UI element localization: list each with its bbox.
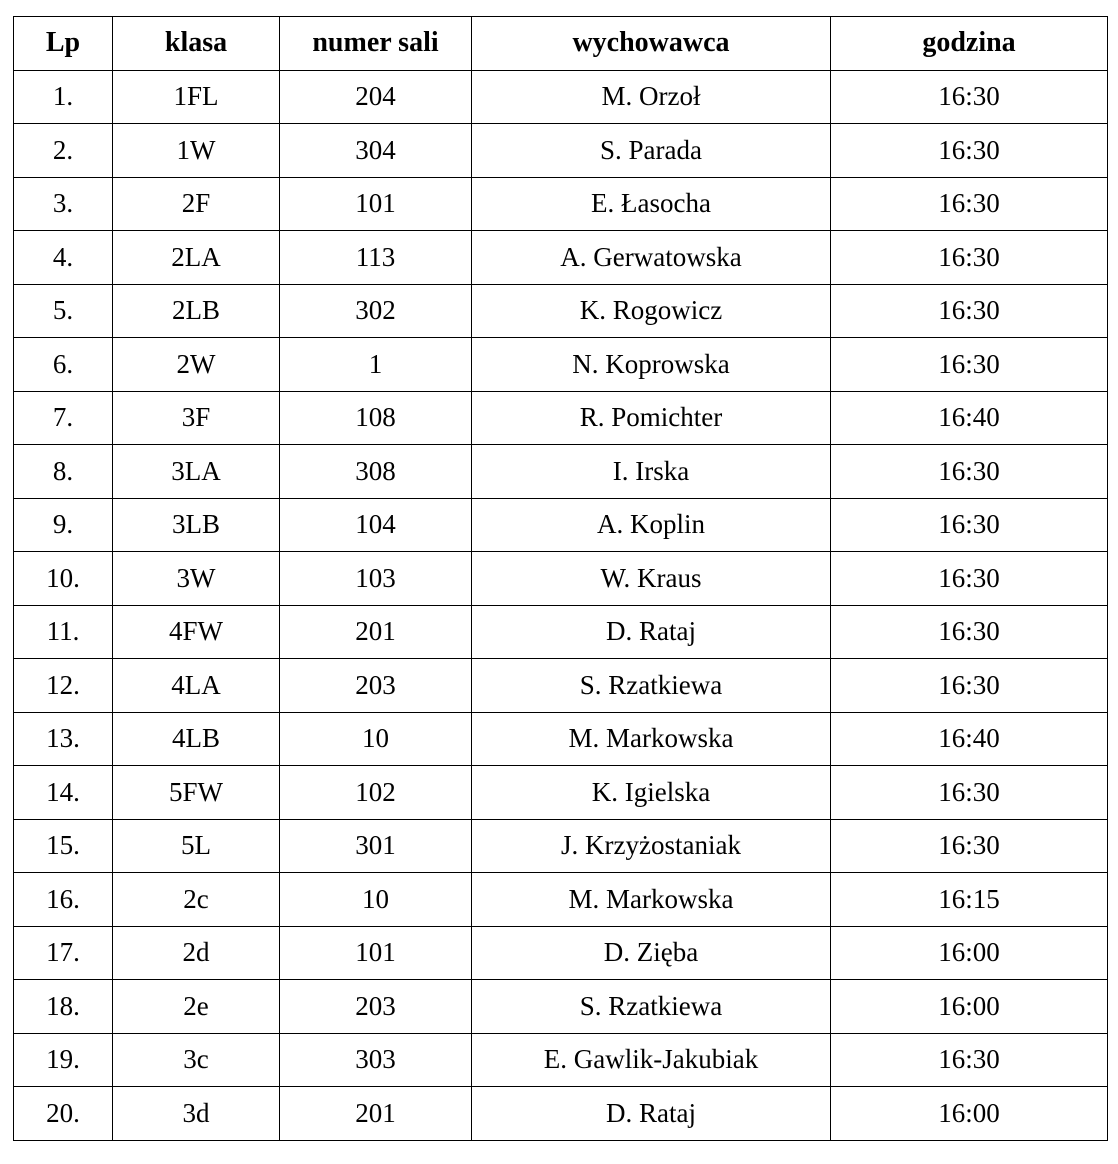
table-header: [14, 17, 1108, 71]
cell-wychowawca: E. Gawlik-Jakubiak: [472, 1033, 831, 1087]
cell-godzina: 16:30: [831, 231, 1108, 285]
cell-godzina: 16:30: [831, 1033, 1108, 1087]
cell-numer-sali: 108: [280, 391, 472, 445]
cell-lp: 1.: [14, 70, 113, 124]
cell-numer-sali: 101: [280, 926, 472, 980]
cell-klasa: 3c: [113, 1033, 280, 1087]
cell-numer-sali: 103: [280, 552, 472, 606]
cell-klasa: 4LA: [113, 659, 280, 713]
cell-lp: 15.: [14, 819, 113, 873]
table-row: [14, 1033, 1108, 1087]
cell-wychowawca: R. Pomichter: [472, 391, 831, 445]
table-row: [14, 605, 1108, 659]
cell-numer-sali: 301: [280, 819, 472, 873]
table-row: [14, 498, 1108, 552]
table-row: [14, 70, 1108, 124]
cell-wychowawca: J. Krzyżostaniak: [472, 819, 831, 873]
cell-klasa: 3LA: [113, 445, 280, 499]
cell-godzina: 16:30: [831, 659, 1108, 713]
cell-numer-sali: 102: [280, 766, 472, 820]
cell-numer-sali: 304: [280, 124, 472, 178]
cell-numer-sali: 201: [280, 605, 472, 659]
cell-lp: 3.: [14, 177, 113, 231]
cell-lp: 6.: [14, 338, 113, 392]
cell-godzina: 16:30: [831, 445, 1108, 499]
cell-numer-sali: 303: [280, 1033, 472, 1087]
cell-godzina: 16:40: [831, 391, 1108, 445]
cell-klasa: 4LB: [113, 712, 280, 766]
header-lp: Lp: [14, 17, 113, 71]
table-row: [14, 552, 1108, 606]
cell-lp: 14.: [14, 766, 113, 820]
table-row: [14, 284, 1108, 338]
cell-lp: 5.: [14, 284, 113, 338]
cell-godzina: 16:30: [831, 177, 1108, 231]
cell-lp: 18.: [14, 980, 113, 1034]
cell-numer-sali: 203: [280, 980, 472, 1034]
schedule-table: [13, 16, 1108, 1141]
cell-godzina: 16:00: [831, 926, 1108, 980]
cell-lp: 12.: [14, 659, 113, 713]
cell-klasa: 1FL: [113, 70, 280, 124]
cell-numer-sali: 113: [280, 231, 472, 285]
table-row: [14, 1087, 1108, 1141]
cell-klasa: 3W: [113, 552, 280, 606]
cell-wychowawca: A. Gerwatowska: [472, 231, 831, 285]
cell-wychowawca: S. Parada: [472, 124, 831, 178]
cell-lp: 10.: [14, 552, 113, 606]
cell-lp: 17.: [14, 926, 113, 980]
header-klasa: klasa: [113, 17, 280, 71]
cell-lp: 9.: [14, 498, 113, 552]
cell-numer-sali: 10: [280, 712, 472, 766]
cell-godzina: 16:30: [831, 70, 1108, 124]
cell-klasa: 3d: [113, 1087, 280, 1141]
cell-klasa: 5FW: [113, 766, 280, 820]
table-row: [14, 338, 1108, 392]
cell-lp: 7.: [14, 391, 113, 445]
cell-wychowawca: K. Igielska: [472, 766, 831, 820]
cell-godzina: 16:30: [831, 338, 1108, 392]
header-numer-sali: numer sali: [280, 17, 472, 71]
cell-lp: 13.: [14, 712, 113, 766]
cell-wychowawca: E. Łasocha: [472, 177, 831, 231]
cell-numer-sali: 1: [280, 338, 472, 392]
table-row: [14, 659, 1108, 713]
cell-numer-sali: 203: [280, 659, 472, 713]
cell-klasa: 3F: [113, 391, 280, 445]
cell-godzina: 16:30: [831, 552, 1108, 606]
cell-klasa: 2W: [113, 338, 280, 392]
header-godzina: godzina: [831, 17, 1108, 71]
cell-klasa: 2e: [113, 980, 280, 1034]
table-row: [14, 819, 1108, 873]
cell-wychowawca: M. Markowska: [472, 712, 831, 766]
cell-klasa: 3LB: [113, 498, 280, 552]
cell-wychowawca: S. Rzatkiewa: [472, 980, 831, 1034]
cell-numer-sali: 104: [280, 498, 472, 552]
cell-numer-sali: 204: [280, 70, 472, 124]
cell-godzina: 16:30: [831, 124, 1108, 178]
table-row: [14, 445, 1108, 499]
cell-wychowawca: D. Rataj: [472, 605, 831, 659]
cell-klasa: 5L: [113, 819, 280, 873]
cell-wychowawca: A. Koplin: [472, 498, 831, 552]
cell-godzina: 16:30: [831, 605, 1108, 659]
cell-numer-sali: 201: [280, 1087, 472, 1141]
table-row: [14, 391, 1108, 445]
cell-wychowawca: D. Rataj: [472, 1087, 831, 1141]
cell-wychowawca: K. Rogowicz: [472, 284, 831, 338]
cell-klasa: 1W: [113, 124, 280, 178]
cell-lp: 2.: [14, 124, 113, 178]
cell-klasa: 2LB: [113, 284, 280, 338]
cell-wychowawca: W. Kraus: [472, 552, 831, 606]
cell-numer-sali: 308: [280, 445, 472, 499]
cell-klasa: 2d: [113, 926, 280, 980]
cell-godzina: 16:15: [831, 873, 1108, 927]
header-wychowawca: wychowawca: [472, 17, 831, 71]
cell-numer-sali: 101: [280, 177, 472, 231]
table-row: [14, 124, 1108, 178]
cell-wychowawca: D. Zięba: [472, 926, 831, 980]
cell-godzina: 16:30: [831, 766, 1108, 820]
table-row: [14, 873, 1108, 927]
cell-lp: 19.: [14, 1033, 113, 1087]
cell-lp: 16.: [14, 873, 113, 927]
cell-godzina: 16:00: [831, 980, 1108, 1034]
cell-wychowawca: M. Orzoł: [472, 70, 831, 124]
cell-klasa: 4FW: [113, 605, 280, 659]
table-row: [14, 231, 1108, 285]
cell-lp: 4.: [14, 231, 113, 285]
table-row: [14, 926, 1108, 980]
cell-wychowawca: I. Irska: [472, 445, 831, 499]
table-body: [14, 70, 1108, 1140]
cell-klasa: 2c: [113, 873, 280, 927]
cell-lp: 20.: [14, 1087, 113, 1141]
cell-wychowawca: S. Rzatkiewa: [472, 659, 831, 713]
cell-klasa: 2F: [113, 177, 280, 231]
cell-godzina: 16:30: [831, 498, 1108, 552]
table-row: [14, 712, 1108, 766]
cell-godzina: 16:30: [831, 819, 1108, 873]
header-row: [14, 17, 1108, 71]
cell-numer-sali: 10: [280, 873, 472, 927]
cell-godzina: 16:40: [831, 712, 1108, 766]
cell-wychowawca: N. Koprowska: [472, 338, 831, 392]
cell-godzina: 16:30: [831, 284, 1108, 338]
cell-lp: 8.: [14, 445, 113, 499]
cell-wychowawca: M. Markowska: [472, 873, 831, 927]
cell-godzina: 16:00: [831, 1087, 1108, 1141]
table-row: [14, 177, 1108, 231]
cell-lp: 11.: [14, 605, 113, 659]
table-row: [14, 980, 1108, 1034]
cell-klasa: 2LA: [113, 231, 280, 285]
table-row: [14, 766, 1108, 820]
cell-numer-sali: 302: [280, 284, 472, 338]
